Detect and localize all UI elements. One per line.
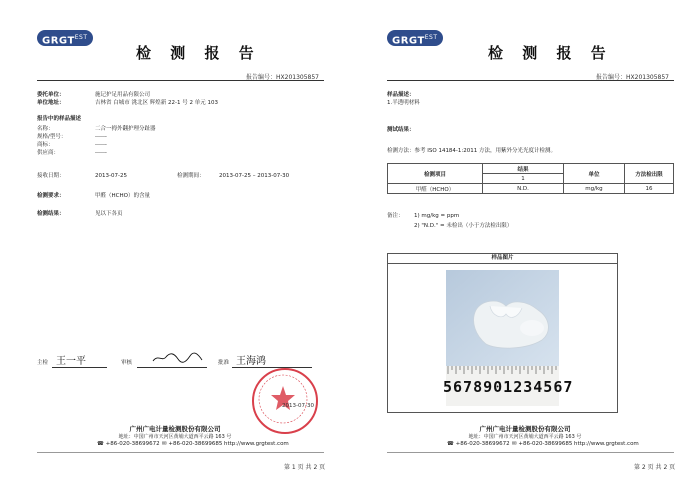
company-name: 广州广电计量检测股份有限公司 — [479, 425, 571, 433]
model-label: 规格/型号： — [37, 134, 67, 140]
measuring-ruler — [443, 366, 574, 406]
col-limit-header: 方法检出限 — [625, 164, 674, 184]
col-item-header: 检测项目 — [388, 164, 483, 184]
header-divider — [37, 80, 324, 81]
results-label: 测试结果： — [387, 127, 415, 133]
company-address: 地址：中国广州市天河区黄埔大道西平云路 163 号 — [118, 434, 232, 440]
footer-divider — [387, 452, 674, 453]
client-label: 委托单位： — [37, 92, 65, 98]
note-1: 1) mg/kg = ppm — [414, 213, 460, 219]
signature-approve: 王海鸿 — [236, 356, 266, 367]
conclusion-label: 检测结果： — [37, 211, 65, 217]
sample-description-label: 样品描述： — [387, 92, 415, 98]
trademark-label: 商标： — [37, 142, 54, 148]
company-fax: ✉ +86-020-38699685 — [162, 441, 223, 447]
name-label: 名称： — [37, 126, 54, 132]
company-phone: ☎ +86-020-38699672 — [447, 441, 510, 447]
trademark-value: ------ — [95, 142, 107, 148]
report-title: 检 测 报 告 — [136, 44, 261, 62]
requirement-label: 检测要求： — [37, 193, 65, 199]
ruler-numbers: 5678901234567 — [443, 378, 574, 396]
page-number: 第 2 页 共 2 页 — [634, 464, 676, 471]
results-table — [387, 163, 674, 194]
report-number: 报告编号：HX201305857 — [596, 74, 669, 81]
name-value: 二合一拇外翻护理分趾器 — [95, 126, 156, 132]
row-limit: 16 — [625, 184, 674, 194]
row-item: 甲醛（HCHO） — [388, 184, 483, 194]
address-value: 吉林省 白城市 洮北区 辉煌新 22-1 号 2 单元 103 — [95, 100, 218, 106]
company-name: 广州广电计量检测股份有限公司 — [129, 425, 221, 433]
photo-header: 样品图片 — [388, 254, 617, 264]
company-website: http://www.grgtest.com — [224, 441, 289, 447]
model-value: ------ — [95, 134, 107, 140]
receive-date-label: 接收日期： — [37, 173, 65, 179]
company-website: http://www.grgtest.com — [574, 441, 639, 447]
notes-label: 备注： — [387, 213, 404, 219]
grgtest-logo: $GRGT^{EST}$ — [37, 30, 93, 46]
page-number: 第 1 页 共 2 页 — [284, 464, 326, 471]
company-fax: ✉ +86-020-38699685 — [512, 441, 573, 447]
signature-review-line — [137, 367, 207, 368]
signature-main-label: 主检 — [37, 360, 49, 366]
supplier-label: 供应商： — [37, 150, 60, 156]
requirement-value: 甲醛（HCHO）的含量 — [95, 193, 150, 199]
address-label: 单位地址： — [37, 100, 65, 106]
signature-main-line — [52, 367, 107, 368]
sample-section-heading: 报告中的样品描述 — [37, 116, 82, 122]
header-divider — [387, 80, 674, 81]
test-period-value: 2013-07-25 – 2013-07-30 — [219, 173, 290, 179]
signature-approve-label: 批准 — [218, 360, 230, 366]
sample-description-value: 1.半透明材料 — [387, 100, 420, 106]
grgtest-logo: $GRGT^{EST}$ — [387, 30, 443, 46]
test-period-label: 检测期间： — [177, 173, 205, 179]
signature-main: 王一平 — [56, 356, 86, 367]
receive-date-value: 2013-07-25 — [95, 173, 127, 179]
table-row — [388, 184, 674, 194]
col-sample-number: 1 — [483, 174, 564, 184]
official-seal — [252, 368, 318, 434]
col-result-header: 结果 — [483, 164, 564, 174]
signature-review — [150, 350, 205, 366]
supplier-value: ------ — [95, 150, 107, 156]
toe-separator-image — [446, 270, 559, 366]
report-number: 报告编号：HX201305857 — [246, 74, 319, 81]
row-unit: mg/kg — [564, 184, 625, 194]
report-title: 检 测 报 告 — [488, 44, 613, 62]
table-header-row — [388, 164, 674, 174]
signature-review-label: 审核 — [121, 360, 133, 366]
conclusion-value: 见以下各页 — [95, 211, 123, 217]
sample-photo-box — [387, 253, 618, 413]
test-method: 检测方法：参考 ISO 14184-1:2011 方法，用紫外分光光度计检测。 — [387, 148, 557, 154]
seal-date: 2013-07-30 — [282, 403, 314, 409]
row-result: N.D. — [483, 184, 564, 194]
company-phone: ☎ +86-020-38699672 — [97, 441, 160, 447]
sample-photo — [443, 270, 574, 406]
client-value: 施记护足用品有限公司 — [95, 92, 151, 98]
company-address: 地址：中国广州市天河区黄埔大道西平云路 163 号 — [468, 434, 582, 440]
col-unit-header: 单位 — [564, 164, 625, 184]
note-2: 2) "N.D." = 未检出（小于方法检出限） — [414, 223, 513, 229]
footer-divider — [37, 452, 324, 453]
